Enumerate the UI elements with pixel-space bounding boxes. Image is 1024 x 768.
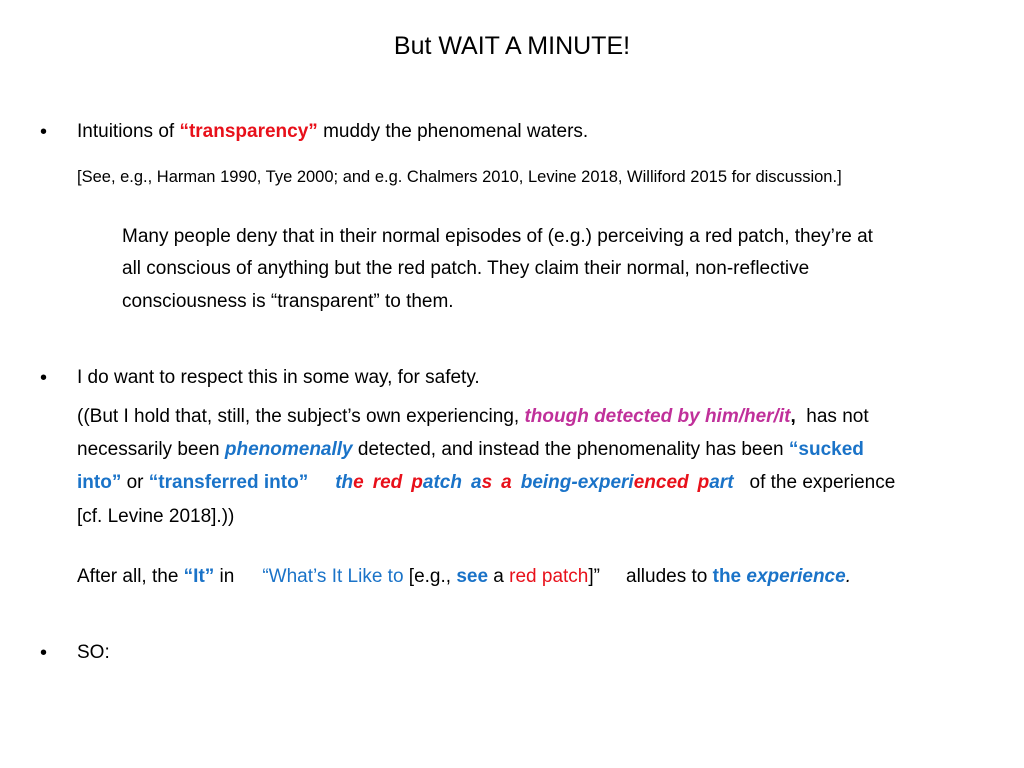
bullet-2: • (40, 367, 48, 389)
bullet-1-post: muddy the phenomenal waters. (317, 121, 589, 142)
being-part-1: being-experi (520, 472, 634, 493)
whats-it-like-phrase: “What’s It Like to (262, 566, 409, 587)
after-alludes: alludes to (626, 566, 713, 587)
bullet-1-text (77, 120, 588, 144)
experience-word: experience (746, 566, 846, 587)
bullet-2-text: I do want to respect this in some way, for safety. (77, 367, 480, 388)
after-period: . (845, 566, 851, 587)
see-word: see (456, 566, 489, 587)
bullet-3: • (40, 642, 48, 664)
after-the: the (712, 566, 747, 587)
bullet-1: • (40, 121, 48, 143)
transferred-into-phrase: “transferred into” (148, 472, 309, 493)
transparency-highlight: “transparency” (179, 121, 318, 142)
quote-line-2: all conscious of anything but the red patch. They claim their normal, non-reflective (122, 258, 810, 279)
after-close: ]” (588, 566, 600, 587)
p1-comma: , (790, 406, 796, 427)
after-a2: a (488, 566, 510, 587)
red-patch-phrase: red patch (509, 566, 589, 587)
p3-end: of the experience (749, 472, 896, 493)
the-part-2: e (353, 472, 364, 493)
patch-part-2: atch (422, 472, 462, 493)
after-in: in (214, 566, 235, 587)
slide-title: But WAIT A MINUTE! (393, 32, 631, 60)
bullet-3-text: SO: (77, 642, 110, 663)
phenomenally-word: phenomenally (224, 439, 353, 460)
into-word: into” (77, 472, 122, 493)
as-part-1: a (470, 472, 482, 493)
patch-part-1: p (411, 472, 423, 493)
paragraph-line-1 (77, 405, 869, 429)
citation: [See, e.g., Harman 1990, Tye 2000; and e.g. Chalmers 2010, Levine 2018, Williford 2015 for discussion.] (77, 168, 842, 186)
it-word: “It” (183, 566, 215, 587)
paragraph-line-4: [cf. Levine 2018].)) (77, 506, 235, 527)
bullet-1-pre: Intuitions of (77, 121, 180, 142)
after-eg: [e.g., (408, 566, 457, 587)
paragraph-line-2 (77, 438, 864, 462)
after-all-line (77, 565, 851, 589)
p2-c: detected, and instead the phenomenality has been (352, 439, 789, 460)
sucked-word: “sucked (788, 439, 864, 460)
p1-a: ((But I hold that, still, the subject’s own experiencing, (77, 406, 525, 427)
the-part-1: th (335, 472, 354, 493)
p2-a: necessarily been (77, 439, 225, 460)
quote-line-1: Many people deny that in their normal episodes of (e.g.) perceiving a red patch, they’re at (122, 226, 873, 247)
quote-line-3: consciousness is “transparent” to them. (122, 291, 454, 312)
part-part-1: p (697, 472, 710, 493)
after-a: After all, the (77, 566, 184, 587)
part-part-2: art (709, 472, 734, 493)
a-word: a (501, 472, 512, 493)
p1-d: has not (795, 406, 869, 427)
paragraph-line-3 (77, 471, 895, 495)
being-part-2: enced (633, 472, 689, 493)
as-part-2: s (481, 472, 493, 493)
p3-or: or (121, 472, 149, 493)
though-detected-phrase: though detected by him/her/it (524, 406, 791, 427)
red-word: red (372, 472, 403, 493)
